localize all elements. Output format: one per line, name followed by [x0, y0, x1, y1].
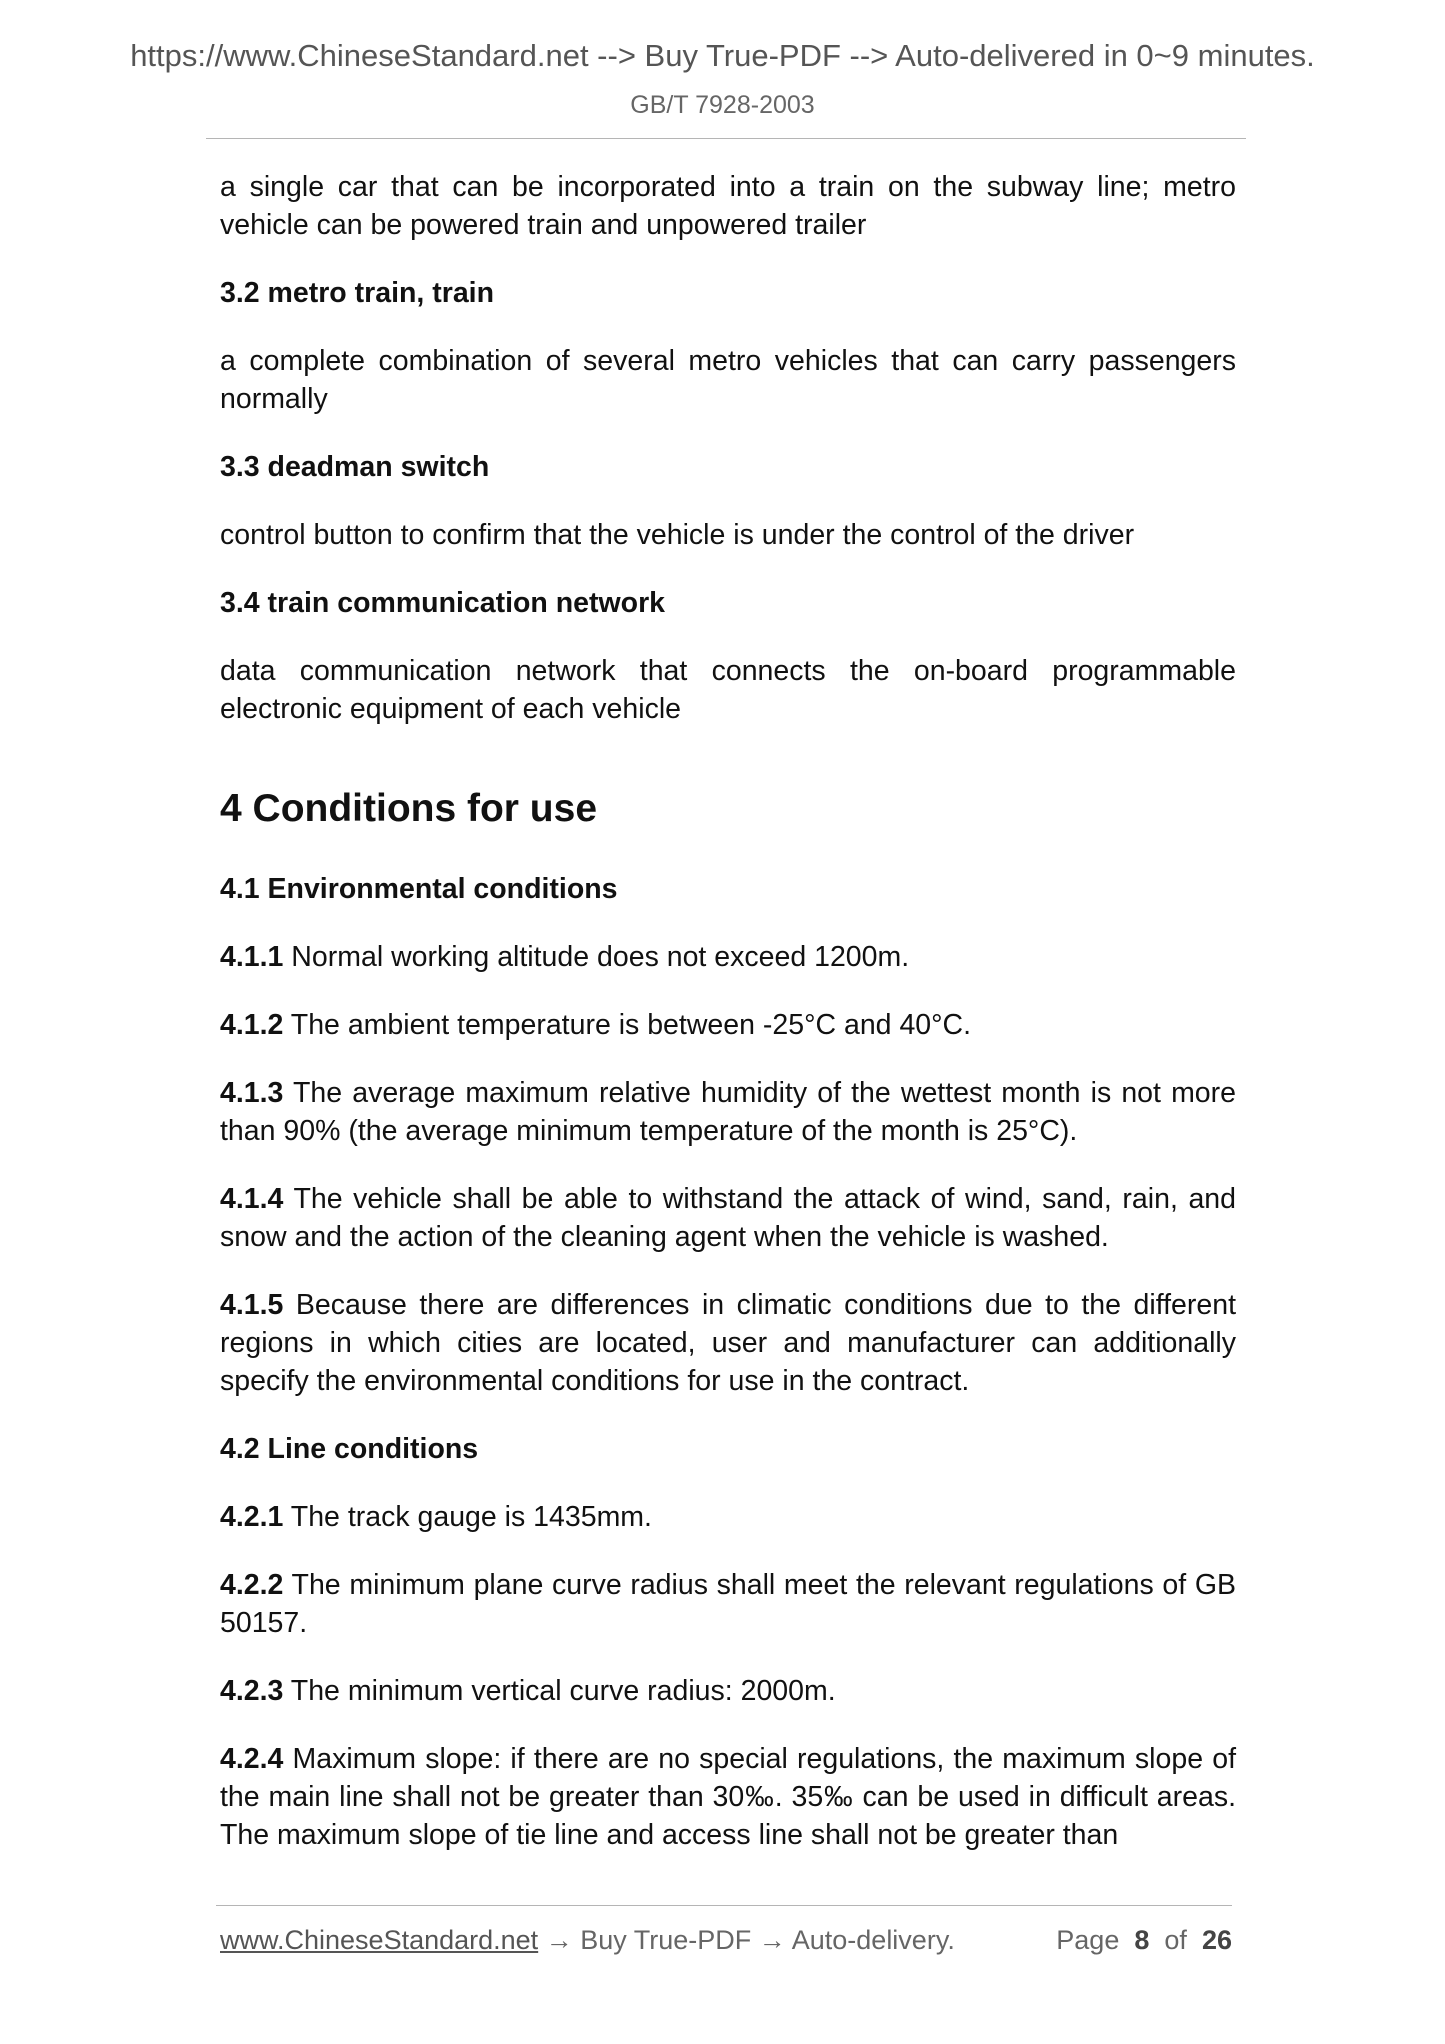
clause-number: 4.2.4: [220, 1743, 284, 1775]
clause-paragraph: [220, 1286, 1236, 1400]
clause-number: 4.2.1: [220, 1501, 284, 1533]
clause-number: 4.1.1: [220, 941, 284, 973]
clause-number: 4.1.5: [220, 1289, 284, 1321]
intro-paragraph: a single car that can be incorporated into a train on the subway line; metro vehicle can be powered train and unpowered trailer: [220, 171, 1236, 241]
clause-number: 4.2.2: [220, 1569, 284, 1601]
footer-divider: [216, 1905, 1232, 1906]
clause-text: The ambient temperature is between -25°C and 40°C.: [283, 1009, 972, 1041]
clause-text: The average maximum relative humidity of the wettest month is not more than 90% (the average minimum temperature of the month is 25°C).: [220, 1077, 1236, 1147]
footer-site-link[interactable]: www.ChineseStandard.net: [220, 1925, 539, 1955]
clause-number: 4.1.3: [220, 1077, 284, 1109]
term-title: 3.4 train communication network: [220, 587, 666, 619]
clause-text: The minimum plane curve radius shall meet the relevant regulations of GB 50157.: [220, 1569, 1236, 1639]
term-definition: a complete combination of several metro vehicles that can carry passengers normally: [220, 345, 1236, 415]
clause-paragraph: [220, 1006, 1236, 1044]
page-indicator: [1056, 1925, 1232, 1956]
clause-number: 4.1.2: [220, 1009, 284, 1041]
clause-text: The track gauge is 1435mm.: [283, 1501, 652, 1533]
clause-paragraph: [220, 1672, 1236, 1710]
clause-text: Normal working altitude does not exceed 1200m.: [283, 941, 910, 973]
clause-paragraph: [220, 1566, 1236, 1642]
clause-paragraph: [220, 938, 1236, 976]
clause-text: The vehicle shall be able to withstand the attack of wind, sand, rain, and snow and the action of the cleaning agent when the vehicle is washed.: [220, 1183, 1236, 1253]
clause-paragraph: [220, 1074, 1236, 1150]
site-banner: https://www.ChineseStandard.net --> Buy True-PDF --> Auto-delivered in 0~9 minutes.: [130, 38, 1315, 73]
clause-paragraph: [220, 1740, 1236, 1854]
clause-paragraph: [220, 1498, 1236, 1536]
term-title: 3.2 metro train, train: [220, 277, 494, 309]
clause-number: 4.2.3: [220, 1675, 284, 1707]
page-label: Page: [1056, 1925, 1120, 1955]
standard-code: GB/T 7928-2003: [630, 91, 815, 119]
page-content: [220, 168, 1236, 1884]
clause-text: Maximum slope: if there are no special regulations, the maximum slope of the main line shall not be greater than 30‰. 35‰ can be used in difficult areas. The maximum slope of tie line and access line shall not be greater than: [220, 1743, 1236, 1851]
section-heading: 4.2 Line conditions: [220, 1433, 479, 1465]
term-title: 3.3 deadman switch: [220, 451, 490, 483]
current-page-number: 8: [1134, 1925, 1150, 1955]
header-divider: [206, 138, 1246, 139]
page-footer: [220, 1925, 1232, 1965]
chapter-heading: 4 Conditions for use: [220, 787, 598, 830]
of-label: of: [1164, 1925, 1187, 1955]
clause-text: Because there are differences in climatic conditions due to the different regions in which cities are located, user and manufacturer can additionally specify the environmental conditions for use in the contract.: [220, 1289, 1236, 1397]
footer-promo: [220, 1925, 955, 1956]
footer-promo-text: → Buy True-PDF → Auto-delivery.: [538, 1925, 955, 1955]
section-heading: 4.1 Environmental conditions: [220, 873, 618, 905]
clause-paragraph: [220, 1180, 1236, 1256]
term-definition: data communication network that connects the on-board programmable electronic equipment of each vehicle: [220, 655, 1236, 725]
clause-number: 4.1.4: [220, 1183, 284, 1215]
clause-text: The minimum vertical curve radius: 2000m.: [283, 1675, 836, 1707]
term-definition: control button to confirm that the vehicle is under the control of the driver: [220, 519, 1135, 551]
total-pages-number: 26: [1201, 1925, 1232, 1955]
